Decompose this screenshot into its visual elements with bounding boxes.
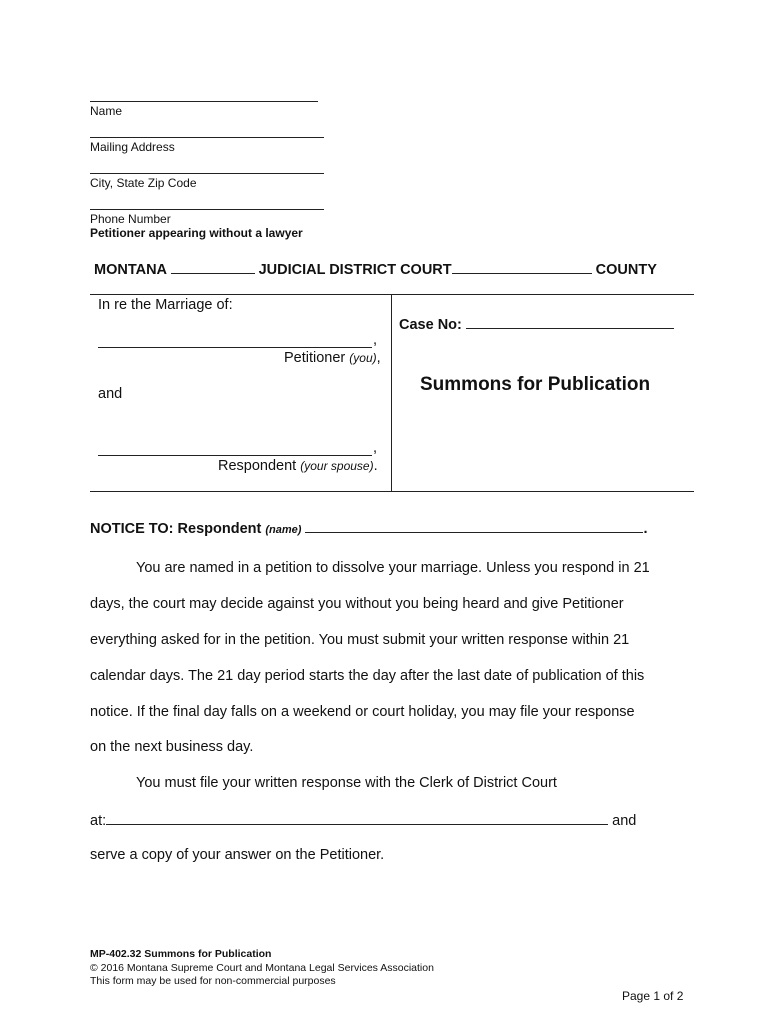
document-title: Summons for Publication xyxy=(420,374,651,395)
para1-line3: everything asked for in the petition. You must submit your written response within 21 xyxy=(90,632,630,648)
petitioner-caption xyxy=(284,350,381,366)
and-label: and xyxy=(98,386,123,402)
para1-line4: calendar days. The 21 day period starts the day after the last date of publication of this xyxy=(90,668,645,684)
petitioner-comma: , xyxy=(373,332,378,348)
petitioner-label: Petitioner xyxy=(284,350,346,366)
city-state-zip-blank[interactable] xyxy=(90,173,324,174)
clerk-address-blank[interactable] xyxy=(106,811,608,825)
phone-blank[interactable] xyxy=(90,209,324,210)
usage-note: This form may be used for non-commercial purposes xyxy=(90,975,336,987)
judicial-district-label: JUDICIAL DISTRICT COURT xyxy=(258,262,452,278)
and-connector: and xyxy=(612,813,637,829)
mailing-address-blank[interactable] xyxy=(90,137,324,138)
respondent-caption xyxy=(218,458,378,474)
petitioner-note: Petitioner appearing without a lawyer xyxy=(90,226,303,240)
court-line xyxy=(94,260,657,278)
district-number-blank[interactable] xyxy=(171,260,255,274)
para1-line1: You are named in a petition to dissolve your marriage. Unless you respond in 21 xyxy=(136,560,650,576)
respondent-notice-blank[interactable] xyxy=(305,519,643,533)
petitioner-hint: (you) xyxy=(349,351,377,365)
respondent-name-blank[interactable] xyxy=(98,455,372,456)
caption-top-rule xyxy=(90,294,694,295)
caption-divider xyxy=(391,295,392,491)
page-number: Page 1 of 2 xyxy=(622,989,684,1003)
respondent-label: Respondent xyxy=(218,458,297,474)
para1-line2: days, the court may decide against you without you being heard and give Petitioner xyxy=(90,596,624,612)
respondent-hint: (your spouse) xyxy=(300,459,374,473)
para1-line5: notice. If the final day falls on a weekend or court holiday, you may file your response xyxy=(90,704,635,720)
name-label: Name xyxy=(90,104,123,118)
name-blank[interactable] xyxy=(90,101,318,102)
notice-period: . xyxy=(643,521,648,537)
notice-line xyxy=(90,519,647,537)
copyright-note: © 2016 Montana Supreme Court and Montana Legal Services Association xyxy=(90,962,434,974)
petitioner-trailing-comma: , xyxy=(376,350,381,366)
case-no-label: Case No: xyxy=(399,317,462,333)
county-name-blank[interactable] xyxy=(452,260,592,274)
notice-label: NOTICE TO: Respondent xyxy=(90,521,262,537)
para2-line1: You must file your written response with the Clerk of District Court xyxy=(136,775,557,791)
in-re-label: In re the Marriage of: xyxy=(98,297,233,313)
para2-line3: serve a copy of your answer on the Petitioner. xyxy=(90,847,385,863)
notice-name-hint: (name) xyxy=(265,524,302,536)
phone-label: Phone Number xyxy=(90,212,171,226)
county-label: COUNTY xyxy=(595,262,657,278)
montana-label: MONTANA xyxy=(94,262,167,278)
at-label: at: xyxy=(90,813,107,829)
form-id: MP-402.32 Summons for Publication xyxy=(90,948,272,960)
respondent-period: . xyxy=(373,458,378,474)
clerk-address-line xyxy=(90,811,636,829)
case-no-blank[interactable] xyxy=(466,315,674,329)
petitioner-name-blank[interactable] xyxy=(98,347,372,348)
case-no-line xyxy=(399,315,674,333)
respondent-comma: , xyxy=(373,440,378,456)
caption-bottom-rule xyxy=(90,491,694,492)
city-state-zip-label: City, State Zip Code xyxy=(90,176,197,190)
mailing-address-label: Mailing Address xyxy=(90,140,175,154)
para1-line6: on the next business day. xyxy=(90,739,254,755)
